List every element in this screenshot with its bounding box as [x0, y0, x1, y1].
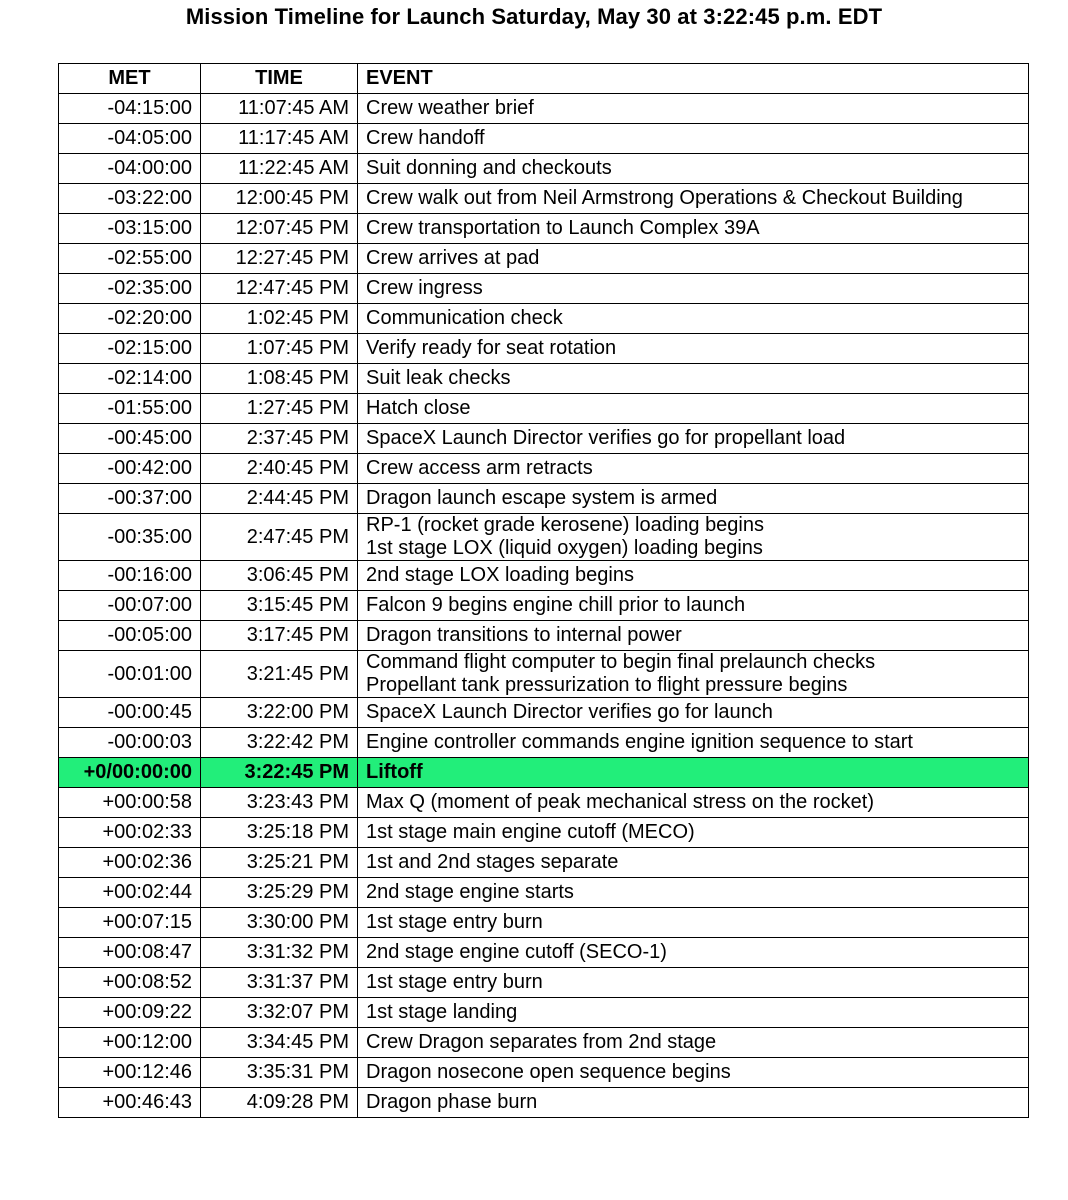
event-cell [358, 394, 1029, 424]
event-text: 1st stage landing [366, 1001, 518, 1023]
table-row [59, 244, 1029, 274]
event-cell [358, 848, 1029, 878]
time-cell: 11:07:45 AM [201, 94, 358, 124]
event-cell [358, 621, 1029, 651]
table-row [59, 424, 1029, 454]
mission-timeline-table [58, 63, 1029, 1118]
event-text: 2nd stage LOX loading begins [366, 564, 634, 586]
event-text: Crew transportation to Launch Complex 39A [366, 217, 760, 239]
time-cell: 3:22:45 PM [201, 758, 358, 788]
met-cell: -00:05:00 [59, 621, 201, 651]
table-header-row [59, 64, 1029, 94]
time-cell: 3:34:45 PM [201, 1028, 358, 1058]
time-cell: 11:17:45 AM [201, 124, 358, 154]
met-cell: -03:15:00 [59, 214, 201, 244]
met-cell: -00:45:00 [59, 424, 201, 454]
met-cell: -00:42:00 [59, 454, 201, 484]
event-text: 1st stage main engine cutoff (MECO) [366, 821, 695, 843]
table-row [59, 1058, 1029, 1088]
time-cell: 3:22:00 PM [201, 698, 358, 728]
event-text: Dragon launch escape system is armed [366, 487, 718, 509]
table-row [59, 788, 1029, 818]
table-row [59, 728, 1029, 758]
event-cell [358, 878, 1029, 908]
event-text: Dragon nosecone open sequence begins [366, 1061, 731, 1083]
time-cell: 3:25:29 PM [201, 878, 358, 908]
time-cell: 12:27:45 PM [201, 244, 358, 274]
event-text: Command flight computer to begin final prelaunch checks [366, 651, 876, 673]
event-text: Max Q (moment of peak mechanical stress on the rocket) [366, 791, 874, 813]
event-text: 1st stage entry burn [366, 971, 543, 993]
met-cell: -04:00:00 [59, 154, 201, 184]
met-cell: +00:02:33 [59, 818, 201, 848]
event-text: Falcon 9 begins engine chill prior to launch [366, 594, 746, 616]
event-cell [358, 184, 1029, 214]
time-cell: 3:06:45 PM [201, 561, 358, 591]
time-cell: 1:08:45 PM [201, 364, 358, 394]
event-text: 1st stage entry burn [366, 911, 543, 933]
event-text: Propellant tank pressurization to flight pressure begins [366, 674, 848, 696]
event-cell [358, 514, 1029, 561]
event-cell [358, 1028, 1029, 1058]
time-cell: 4:09:28 PM [201, 1088, 358, 1118]
event-cell [358, 244, 1029, 274]
time-cell: 2:40:45 PM [201, 454, 358, 484]
table-row [59, 334, 1029, 364]
met-cell: +00:08:47 [59, 938, 201, 968]
event-text: Engine controller commands engine ignition sequence to start [366, 731, 913, 753]
event-cell [358, 1058, 1029, 1088]
time-cell: 3:31:32 PM [201, 938, 358, 968]
met-cell: -00:35:00 [59, 514, 201, 561]
event-cell [358, 908, 1029, 938]
time-cell: 1:07:45 PM [201, 334, 358, 364]
event-cell [358, 998, 1029, 1028]
event-cell [358, 364, 1029, 394]
table-row [59, 274, 1029, 304]
met-cell: -02:14:00 [59, 364, 201, 394]
event-cell [358, 334, 1029, 364]
time-cell: 3:25:18 PM [201, 818, 358, 848]
table-row-liftoff [59, 758, 1029, 788]
time-cell: 2:44:45 PM [201, 484, 358, 514]
table-row [59, 818, 1029, 848]
met-cell: +00:12:46 [59, 1058, 201, 1088]
event-text: Crew weather brief [366, 97, 534, 119]
event-text: Crew walk out from Neil Armstrong Operations & Checkout Building [366, 187, 963, 209]
event-text: Hatch close [366, 397, 471, 419]
time-cell: 3:35:31 PM [201, 1058, 358, 1088]
table-row [59, 591, 1029, 621]
event-cell [358, 818, 1029, 848]
event-text: Communication check [366, 307, 563, 329]
time-cell: 2:37:45 PM [201, 424, 358, 454]
table-row [59, 214, 1029, 244]
table-row [59, 454, 1029, 484]
event-text: SpaceX Launch Director verifies go for launch [366, 701, 773, 723]
event-cell [358, 728, 1029, 758]
event-cell [358, 698, 1029, 728]
event-text: Crew handoff [366, 127, 485, 149]
time-cell: 3:32:07 PM [201, 998, 358, 1028]
document-title: Mission Timeline for Launch Saturday, May 30 at 3:22:45 p.m. EDT [185, 4, 883, 29]
event-cell [358, 1088, 1029, 1118]
time-cell: 1:27:45 PM [201, 394, 358, 424]
event-cell [358, 94, 1029, 124]
table-row [59, 364, 1029, 394]
event-cell [358, 561, 1029, 591]
table-row [59, 184, 1029, 214]
header-met: MET [59, 64, 201, 94]
table-row [59, 621, 1029, 651]
met-cell: +00:46:43 [59, 1088, 201, 1118]
table-row [59, 154, 1029, 184]
event-text: SpaceX Launch Director verifies go for propellant load [366, 427, 846, 449]
table-row [59, 848, 1029, 878]
event-cell [358, 591, 1029, 621]
header-time: TIME [201, 64, 358, 94]
table-row [59, 394, 1029, 424]
time-cell: 3:25:21 PM [201, 848, 358, 878]
table-row [59, 514, 1029, 561]
met-cell: +0/00:00:00 [59, 758, 201, 788]
event-text: 2nd stage engine starts [366, 881, 574, 903]
met-cell: +00:00:58 [59, 788, 201, 818]
met-cell: -00:07:00 [59, 591, 201, 621]
met-cell: -00:00:45 [59, 698, 201, 728]
time-cell: 11:22:45 AM [201, 154, 358, 184]
event-text: Verify ready for seat rotation [366, 337, 617, 359]
met-cell: +00:08:52 [59, 968, 201, 998]
event-cell [358, 154, 1029, 184]
table-row [59, 968, 1029, 998]
met-cell: +00:09:22 [59, 998, 201, 1028]
event-text: Dragon phase burn [366, 1091, 538, 1113]
time-cell: 3:30:00 PM [201, 908, 358, 938]
time-cell: 12:47:45 PM [201, 274, 358, 304]
met-cell: -00:00:03 [59, 728, 201, 758]
event-text: Crew Dragon separates from 2nd stage [366, 1031, 717, 1053]
met-cell: -04:15:00 [59, 94, 201, 124]
time-cell: 2:47:45 PM [201, 514, 358, 561]
met-cell: -02:35:00 [59, 274, 201, 304]
table-row [59, 304, 1029, 334]
time-cell: 3:21:45 PM [201, 651, 358, 698]
event-cell [358, 938, 1029, 968]
met-cell: -00:37:00 [59, 484, 201, 514]
table-row [59, 1028, 1029, 1058]
table-row [59, 124, 1029, 154]
event-text: Liftoff [366, 761, 423, 783]
met-cell: -04:05:00 [59, 124, 201, 154]
time-cell: 1:02:45 PM [201, 304, 358, 334]
event-cell [358, 274, 1029, 304]
met-cell: -02:15:00 [59, 334, 201, 364]
time-cell: 12:00:45 PM [201, 184, 358, 214]
met-cell: +00:02:36 [59, 848, 201, 878]
event-text: Suit donning and checkouts [366, 157, 612, 179]
table-row [59, 484, 1029, 514]
event-cell [358, 214, 1029, 244]
table-body [59, 94, 1029, 1118]
time-cell: 12:07:45 PM [201, 214, 358, 244]
met-cell: -02:20:00 [59, 304, 201, 334]
met-cell: +00:02:44 [59, 878, 201, 908]
time-cell: 3:23:43 PM [201, 788, 358, 818]
met-cell: -02:55:00 [59, 244, 201, 274]
table-row [59, 938, 1029, 968]
table-row [59, 1088, 1029, 1118]
event-cell [358, 304, 1029, 334]
time-cell: 3:15:45 PM [201, 591, 358, 621]
table-row [59, 908, 1029, 938]
event-cell [358, 424, 1029, 454]
table-row [59, 561, 1029, 591]
met-cell: +00:12:00 [59, 1028, 201, 1058]
time-cell: 3:31:37 PM [201, 968, 358, 998]
event-cell [358, 651, 1029, 698]
time-cell: 3:17:45 PM [201, 621, 358, 651]
event-text: Crew ingress [366, 277, 483, 299]
event-text: Crew arrives at pad [366, 247, 540, 269]
event-text: RP-1 (rocket grade kerosene) loading begins [366, 514, 764, 536]
event-cell [358, 454, 1029, 484]
event-text: 2nd stage engine cutoff (SECO-1) [366, 941, 667, 963]
header-event: EVENT [358, 64, 1029, 94]
event-cell [358, 124, 1029, 154]
table-row [59, 94, 1029, 124]
event-text: 1st and 2nd stages separate [366, 851, 619, 873]
event-text: Dragon transitions to internal power [366, 624, 682, 646]
event-text: Suit leak checks [366, 367, 511, 389]
event-cell [358, 758, 1029, 788]
table-row [59, 651, 1029, 698]
event-text: 1st stage LOX (liquid oxygen) loading begins [366, 537, 763, 559]
met-cell: -03:22:00 [59, 184, 201, 214]
event-cell [358, 484, 1029, 514]
table-row [59, 878, 1029, 908]
table-row [59, 698, 1029, 728]
met-cell: +00:07:15 [59, 908, 201, 938]
met-cell: -01:55:00 [59, 394, 201, 424]
table-row [59, 998, 1029, 1028]
event-cell [358, 968, 1029, 998]
met-cell: -00:16:00 [59, 561, 201, 591]
event-cell [358, 788, 1029, 818]
met-cell: -00:01:00 [59, 651, 201, 698]
time-cell: 3:22:42 PM [201, 728, 358, 758]
event-text: Crew access arm retracts [366, 457, 593, 479]
